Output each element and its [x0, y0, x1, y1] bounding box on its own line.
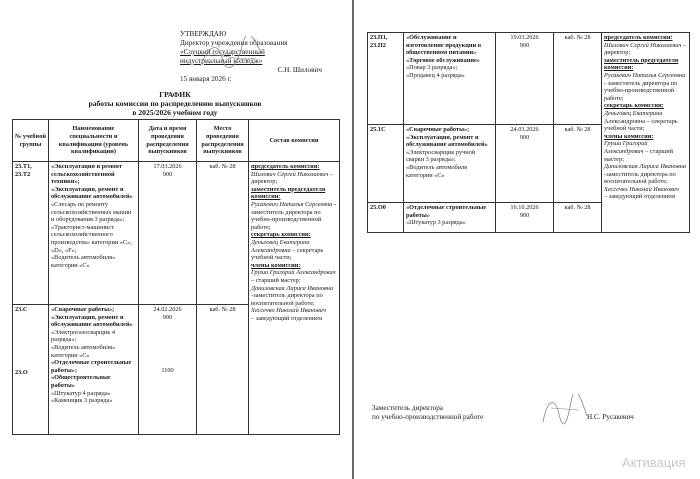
- header-commission: Состав комиссии: [249, 120, 340, 162]
- datetime-cell: 17.03.2026 900: [139, 162, 197, 305]
- datetime-cell: 24.03.2026 900: [496, 125, 554, 203]
- place-cell: каб. № 28: [197, 162, 249, 305]
- document-subtitle: работы комиссии по распределению выпускников: [88, 99, 262, 108]
- header-datetime: Дата и время проведения распределения выпускников: [139, 120, 197, 162]
- activation-watermark: Активация: [622, 455, 686, 470]
- place-cell: каб. № 28: [554, 33, 602, 125]
- commission-cell: председатель комиссии: Шилович Сергей Николаевич – директор; заместитель председателя комиссии: Русакевич Наталья Сергеевна - заместитель директора по учебно-производственной работе; секретарь комиссии: Деньговец Екатерина Александровна – секретарь учебной части; члены комиссии: Груша Григорий Александрович – старший мастер; Даниловская Лариса Ивановна -заместитель директора по воспитательной работе; Хессечко Николай Иванович – заведующий отделением: [249, 162, 340, 435]
- specialty-cell: «Отделочные строительные работы» «Штукатур 3 разряда»: [404, 203, 496, 233]
- deputy-signature: [537, 394, 592, 426]
- group-cell: 25.1С: [368, 125, 404, 203]
- header-place: Место проведения распределения выпускников: [197, 120, 249, 162]
- group-cell: 25.О0: [368, 203, 404, 233]
- approval-signer: С.Н. Шилович: [277, 66, 322, 74]
- approval-heading: УТВЕРЖДАЮ: [180, 30, 227, 38]
- approval-line-2: «Слуцкий государственный: [180, 48, 265, 56]
- place-cell: каб. № 28: [554, 125, 602, 203]
- footer-signatory-block: [372, 404, 483, 422]
- schedule-table-left: [12, 119, 340, 435]
- footer-signer-name: Н.С. Русакевич: [587, 413, 634, 421]
- group-cell: 23.П1, 23.П2: [368, 33, 404, 125]
- commission-cell: председатель комиссии: Шилович Сергей Николаевич – директор; заместитель председателя комиссии: Русакевич Наталья Сергеевна - заместитель директора по учебно-производственной работе; секретарь комиссии: Деньговец Екатерина Александровна – секретарь учебной части; члены комиссии: Груша Григорий Александрович – старший мастер; Даниловская Лариса Ивановна -заместитель директора по воспитательной работе; Хессечко Николай Иванович – заведующий отделением: [602, 33, 690, 233]
- approval-block: [180, 30, 330, 84]
- datetime-cell: 16.10.2026 900: [496, 203, 554, 233]
- datetime-cell: 24.02.2026 900 1100: [139, 305, 197, 435]
- specialty-cell: «Сварочные работы»; «Эксплуатация, ремонт и обслуживание автомобилей» «Электросварщик ручной сварки 3 разряда»; «Водитель автомобиля категории «С»: [404, 125, 496, 203]
- place-cell: каб. № 28: [197, 305, 249, 435]
- footer-position-line-2: по учебно-производственной работе: [372, 413, 484, 421]
- document-title: ГРАФИК: [159, 90, 191, 99]
- footer-position-line-1: Заместитель директора: [372, 404, 443, 412]
- group-cell: 23.Т1, 23.Т2: [13, 162, 49, 305]
- approval-line-1: Директор учреждения образования: [180, 39, 288, 47]
- table-row: [13, 162, 340, 305]
- header-group: № учебной группы: [13, 120, 49, 162]
- approval-line-3: индустриальный колледж»: [180, 57, 263, 65]
- page-divider: [352, 0, 354, 479]
- specialty-cell: «Сварочные работы»; «Эксплуатация, ремонт и обслуживание автомобилей» «Электрогазосварщик 4 разряда»; «Водитель автомобиля» категории «С» «Отделочные строительные работы»; «Общестроительные работы» «Штукатур 4 разряда» «Каменщик 3 разряда»: [49, 305, 139, 435]
- document-page-right: [357, 0, 700, 479]
- table-row: [368, 33, 690, 125]
- schedule-table-right: [367, 32, 690, 233]
- specialty-cell: «Эксплуатация и ремонт сельскохозяйственной техники»; «Эксплуатация, ремонт и обслуживание автомобилей» «Слесарь по ремонту сельскохозяйственных машин и оборудования 3 разряда»; «Тракторист-машинист сельскохозяйственного производства» категории «С», «D», «F»; «Водитель автомобиля» категории «С»: [49, 162, 139, 305]
- header-specialty: Наименование специальности и квалификации (уровень квалификации): [49, 120, 139, 162]
- datetime-cell: 19.03.2026 900: [496, 33, 554, 125]
- director-signature: [196, 36, 266, 74]
- approval-date: 15 января 2026 г.: [180, 75, 232, 83]
- table-header-row: [13, 120, 340, 162]
- specialty-cell: «Обслуживание и изготовление продукции в общественном питании» «Торговое обслуживание» «Повар 3 разряда»; «Продавец 4 разряда»: [404, 33, 496, 125]
- document-year: в 2025/2026 учебном году: [132, 108, 218, 117]
- place-cell: каб. № 28: [554, 203, 602, 233]
- group-cell: 23.С 23.О: [13, 305, 49, 435]
